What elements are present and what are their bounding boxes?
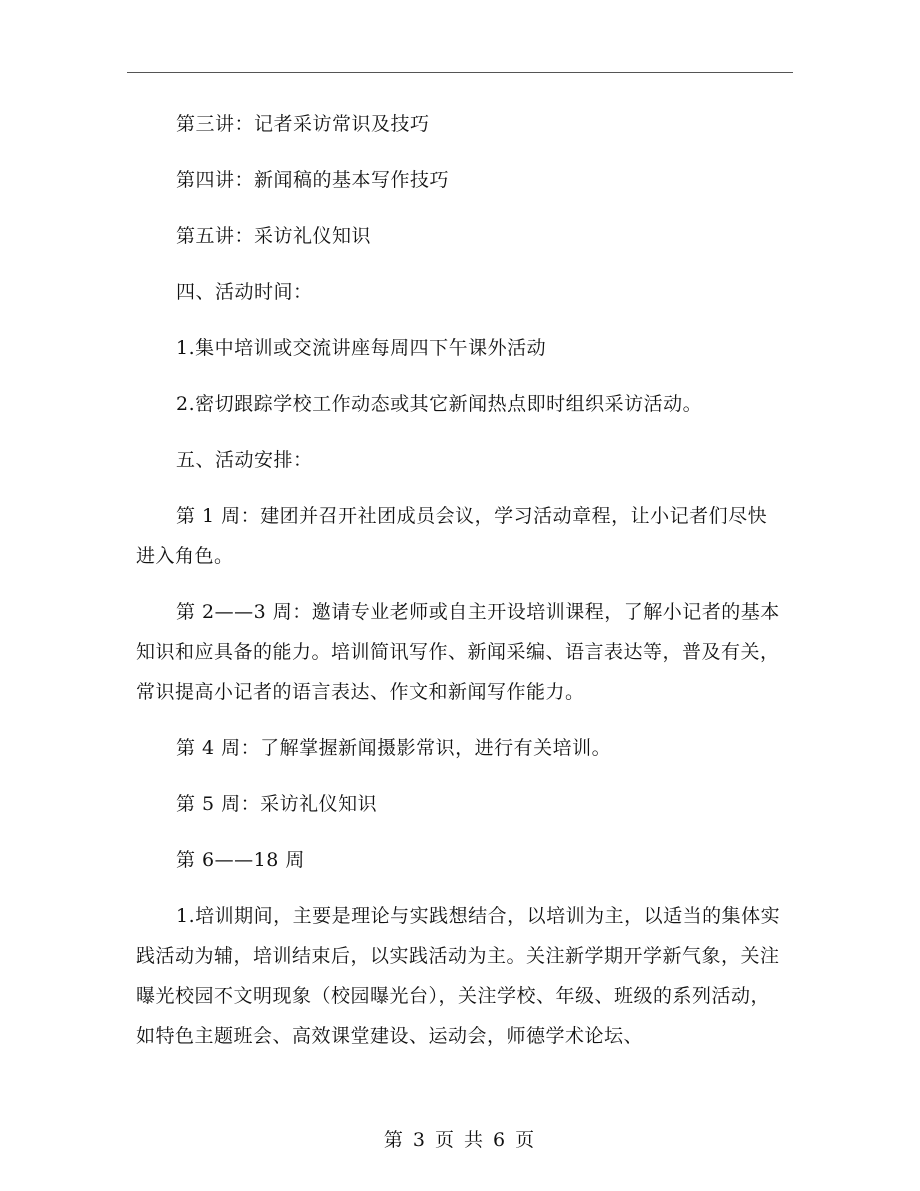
body-text <box>136 104 786 1056</box>
section-heading: 五、活动安排： <box>176 449 313 471</box>
paragraph: 2.密切跟踪学校工作动态或其它新闻热点即时组织采访活动。 <box>176 393 703 415</box>
paragraph: 第 5 周：采访礼仪知识 <box>176 793 378 815</box>
paragraph: 第 1 周：建团并召开社团成员会议，学习活动章程，让小记者们尽快进入角色。 <box>136 505 768 567</box>
paragraph: 第 6——18 周 <box>176 849 305 871</box>
paragraph: 第五讲：采访礼仪知识 <box>176 225 372 247</box>
page-footer: 第 3 页 共 6 页 <box>383 1129 537 1151</box>
section-heading: 四、活动时间： <box>176 281 313 303</box>
paragraph: 第三讲：记者采访常识及技巧 <box>176 113 430 135</box>
paragraph: 1.集中培训或交流讲座每周四下午课外活动 <box>176 337 547 359</box>
paragraph: 第 4 周：了解掌握新闻摄影常识，进行有关培训。 <box>176 737 612 759</box>
paragraph: 第四讲：新闻稿的基本写作技巧 <box>176 169 450 191</box>
header-rule <box>127 72 793 73</box>
paragraph: 1.培训期间，主要是理论与实践想结合，以培训为主，以适当的集体实践活动为辅，培训结束后，以实践活动为主。关注新学期开学新气象，关注曝光校园不文明现象（校园曝光台），关注学校、年级、班级的系列活动，如特色主题班会、高效课堂建设、运动会，师德学术论坛、 <box>136 905 781 1047</box>
paragraph: 第 2——3 周：邀请专业老师或自主开设培训课程，了解小记者的基本知识和应具备的能力。培训简讯写作、新闻采编、语言表达等，普及有关，常识提高小记者的语言表达、作文和新闻写作能力。 <box>136 601 780 703</box>
